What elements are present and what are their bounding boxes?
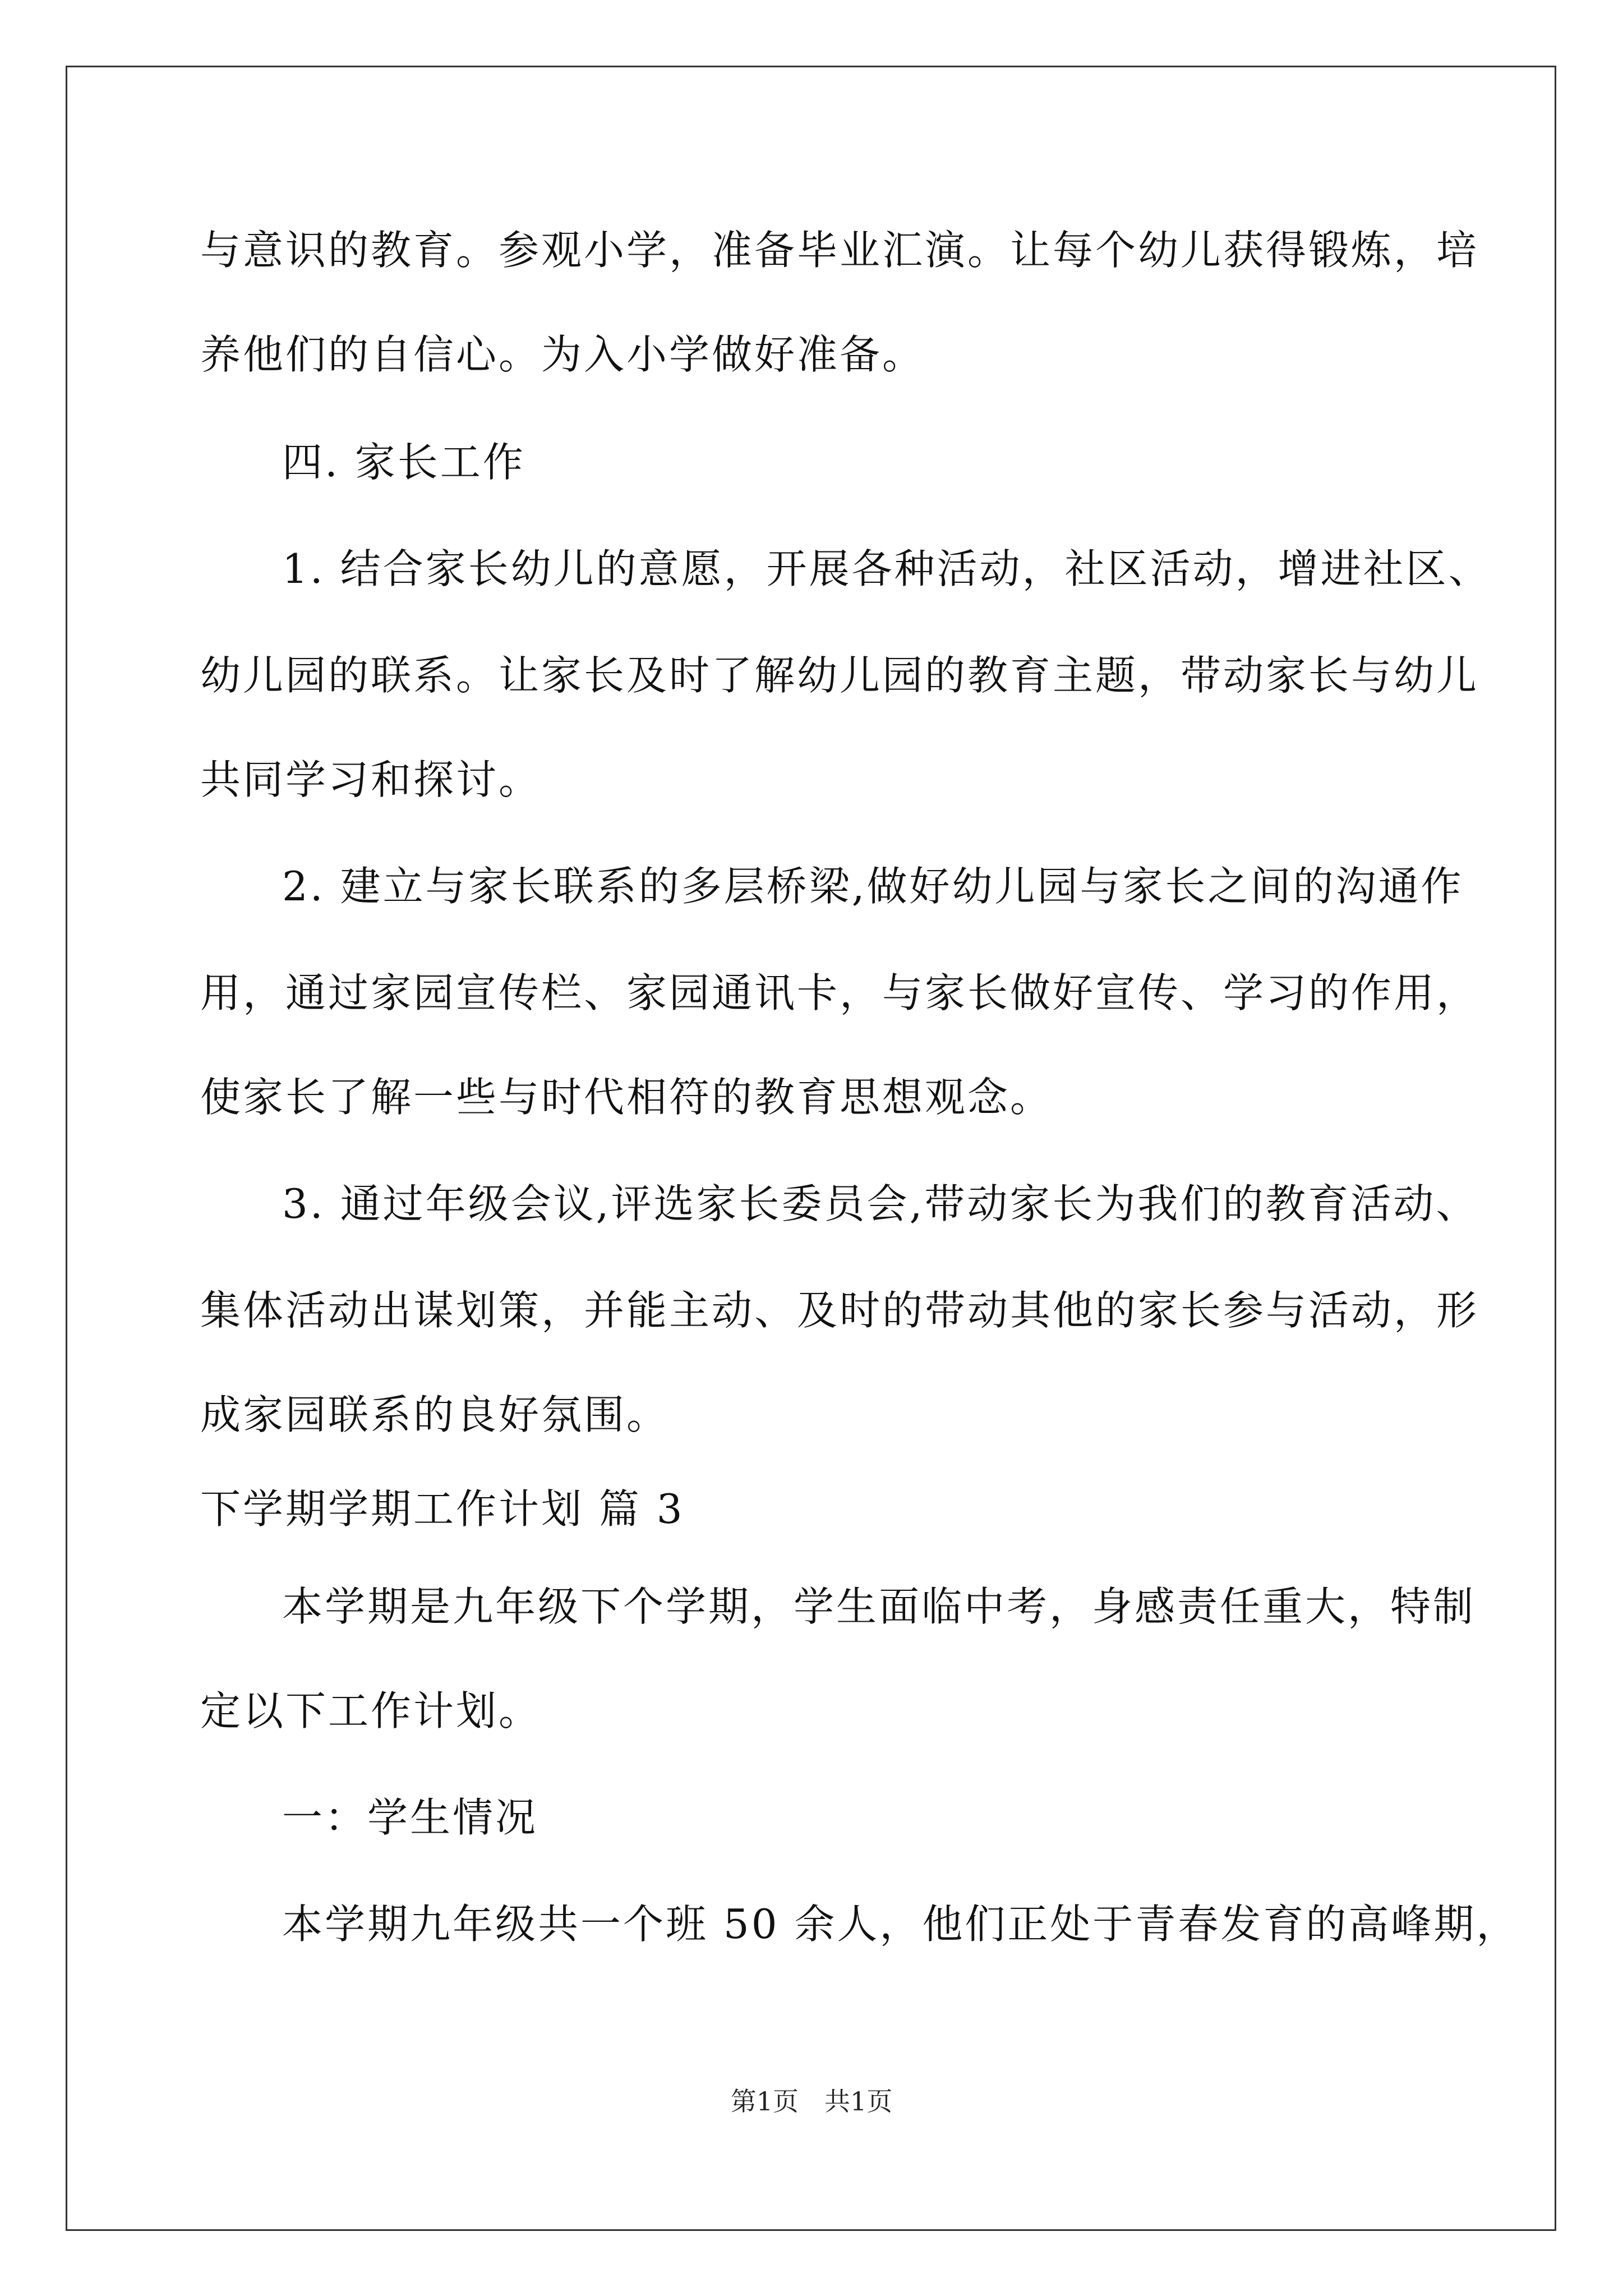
paragraph-line: 用，通过家园宣传栏、家园通讯卡，与家长做好宣传、学习的作用， (200, 969, 1479, 1016)
paragraph-line: 1. 结合家长幼儿的意愿，开展各种活动，社区活动，增进社区、 (282, 545, 1491, 592)
paragraph-line: 3. 通过年级会议,评选家长委员会,带动家长为我们的教育活动、 (282, 1180, 1479, 1227)
section-heading: 一：学生情况 (282, 1794, 538, 1841)
paragraph-line: 共同学习和探讨。 (200, 756, 542, 803)
paragraph-line: 使家长了解一些与时代相符的教育思想观念。 (200, 1074, 1053, 1121)
paragraph-line: 养他们的自信心。为入小学做好准备。 (200, 331, 925, 378)
paragraph-line: 本学期是九年级下个学期，学生面临中考，身感责任重大，特制 (282, 1583, 1476, 1630)
document-heading: 下学期学期工作计划 篇 3 (200, 1485, 685, 1533)
paragraph-line: 幼儿园的联系。让家长及时了解幼儿园的教育主题，带动家长与幼儿 (200, 652, 1479, 699)
paragraph-line: 定以下工作计划。 (200, 1687, 542, 1734)
paragraph-line: 成家园联系的良好氛围。 (200, 1391, 670, 1438)
paragraph-line: 集体活动出谋划策，并能主动、及时的带动其他的家长参与活动，形 (200, 1287, 1479, 1334)
paragraph-line: 本学期九年级共一个班 50 余人，他们正处于青春发育的高峰期， (282, 1901, 1519, 1948)
paragraph-line: 与意识的教育。参观小学，准备毕业汇演。让每个幼儿获得锻炼，培 (200, 227, 1479, 274)
section-heading: 四. 家长工作 (282, 439, 525, 486)
paragraph-line: 2. 建立与家长联系的多层桥梁,做好幼儿园与家长之间的沟通作 (282, 863, 1464, 910)
page-footer: 第1页 共1页 (730, 2086, 893, 2116)
